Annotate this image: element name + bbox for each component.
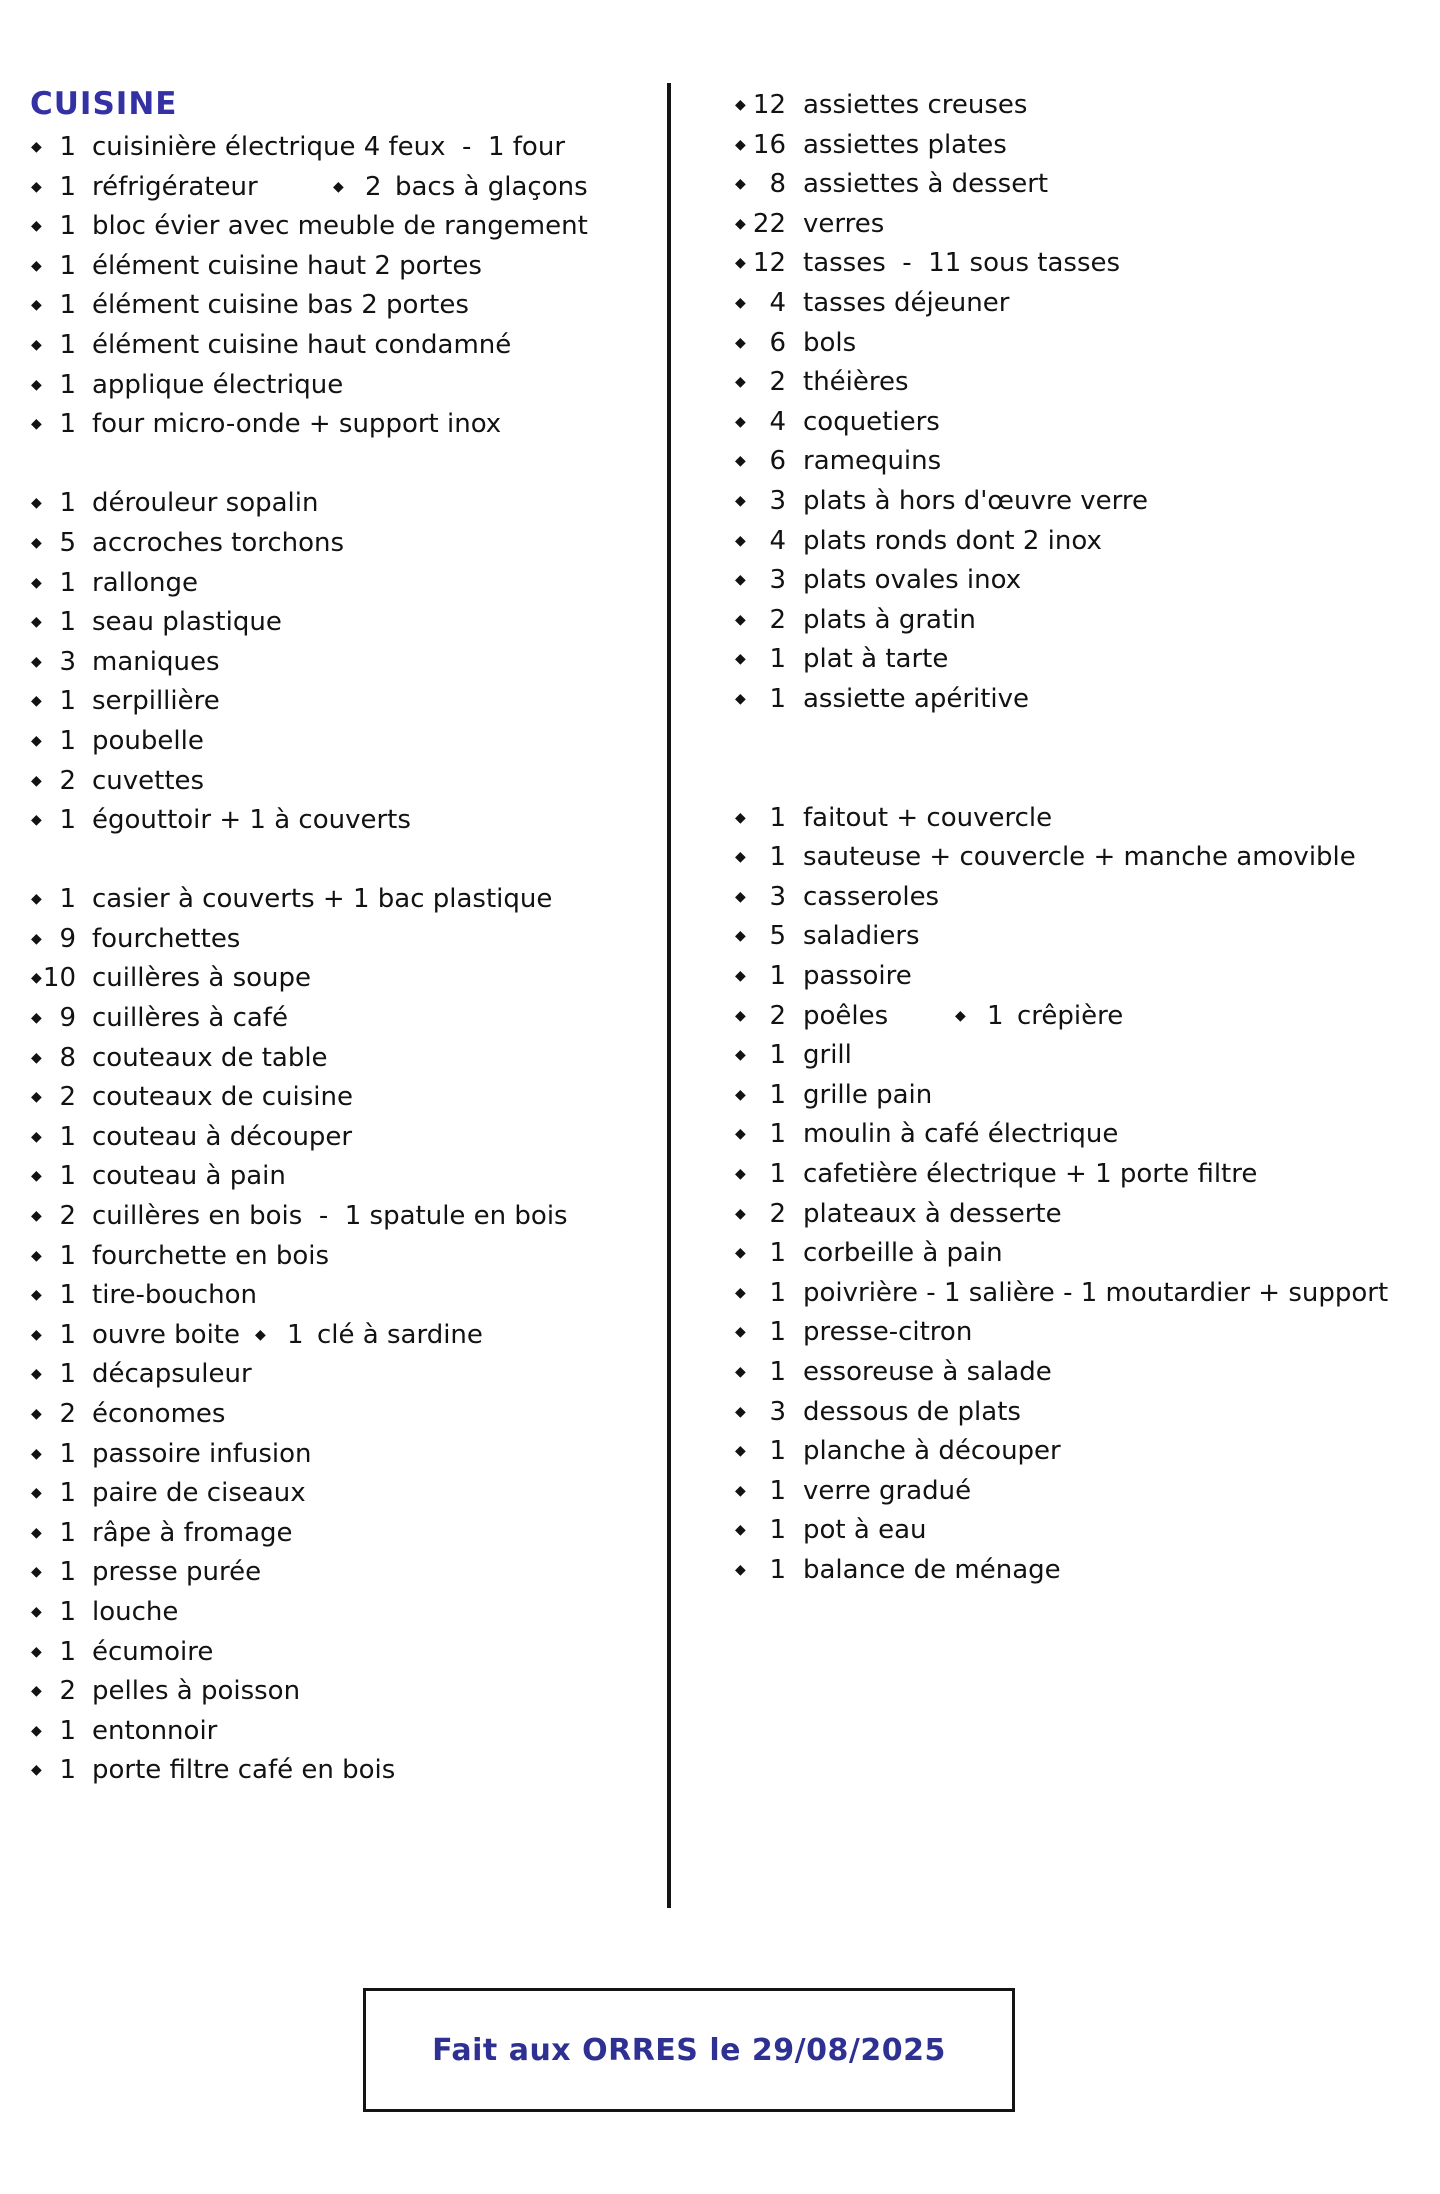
- item-label: cuisinière électrique 4 feux - 1 four: [92, 132, 566, 162]
- inventory-item: [0, 1751, 1440, 1791]
- diamond-bullet-icon: ◆: [735, 1245, 746, 1262]
- item-label: écumoire: [92, 1636, 214, 1667]
- inventory-item: [0, 838, 1440, 878]
- item-quantity: 5: [769, 921, 786, 952]
- item-quantity: 2: [59, 1676, 76, 1707]
- inventory-item: [0, 1234, 1440, 1274]
- diamond-bullet-icon: ◆: [735, 1364, 746, 1380]
- item-label: couteau à découper: [92, 1121, 353, 1152]
- item-quantity: 1: [769, 1317, 786, 1348]
- item-quantity: 2: [59, 1399, 76, 1429]
- diamond-bullet-icon: ◆: [735, 968, 746, 985]
- diamond-bullet-icon: ◆: [735, 176, 746, 193]
- diamond-bullet-icon: ◆: [31, 1485, 42, 1502]
- item-label: plats ronds dont 2 inox: [803, 525, 1102, 556]
- inventory-item: [0, 324, 1440, 364]
- item-label: crêpière: [1017, 1000, 1124, 1031]
- inventory-item: [0, 640, 1440, 680]
- item-label: couteaux de cuisine: [92, 1082, 353, 1113]
- inventory-item: [0, 1432, 1440, 1472]
- inventory-item: [0, 561, 1440, 601]
- item-quantity: 1: [769, 842, 786, 873]
- diamond-bullet-icon: ◆: [31, 732, 42, 749]
- item-label: ouvre boite: [92, 1319, 240, 1350]
- item-quantity: 1: [59, 211, 76, 242]
- inventory-item: [0, 363, 1440, 403]
- item-label: presse-citron: [803, 1317, 973, 1348]
- item-quantity: 1: [59, 1438, 76, 1469]
- item-label: bols: [803, 327, 857, 358]
- diamond-bullet-icon: ◆: [31, 257, 42, 274]
- diamond-bullet-icon: ◆: [31, 218, 42, 235]
- diamond-bullet-icon: ◆: [735, 809, 746, 826]
- item-label: accroches torchons: [92, 527, 345, 558]
- item-label: ramequins: [803, 446, 942, 477]
- diamond-bullet-icon: ◆: [31, 1010, 42, 1027]
- item-quantity: 2: [365, 171, 382, 202]
- item-quantity: 1: [59, 1636, 76, 1667]
- item-label: pelles à poisson: [92, 1676, 301, 1707]
- diamond-bullet-icon: ◆: [735, 888, 746, 905]
- diamond-bullet-icon: ◆: [735, 690, 746, 707]
- diamond-bullet-icon: ◆: [31, 495, 42, 512]
- inventory-item: [0, 1593, 1440, 1633]
- block-gap: [0, 759, 1440, 799]
- diamond-bullet-icon: ◆: [31, 1762, 42, 1779]
- item-quantity: 1: [769, 1277, 786, 1308]
- item-quantity: 12: [752, 90, 786, 120]
- item-label: tasses déjeuner: [803, 287, 1010, 318]
- item-label: plats ovales inox: [803, 565, 1022, 596]
- item-quantity: 1: [59, 329, 76, 360]
- diamond-bullet-icon: ◆: [31, 1643, 42, 1660]
- item-quantity: 1: [59, 1755, 76, 1786]
- diamond-bullet-icon: ◆: [31, 139, 42, 155]
- item-label: assiette apéritive: [803, 683, 1030, 714]
- item-label: louche: [92, 1596, 179, 1627]
- item-label: presse purée: [92, 1557, 262, 1588]
- item-label: râpe à fromage: [92, 1517, 293, 1548]
- item-quantity: 1: [59, 132, 76, 162]
- inventory-item: [0, 284, 1440, 324]
- item-quantity: 2: [59, 765, 76, 796]
- item-label: dérouleur sopalin: [92, 488, 319, 519]
- item-quantity: 1: [769, 1436, 786, 1467]
- item-label: tasses - 11 sous tasses: [803, 248, 1121, 279]
- diamond-bullet-icon: ◆: [735, 651, 746, 668]
- item-quantity: 9: [59, 1003, 76, 1034]
- inventory-item: [0, 1313, 1440, 1353]
- item-label: applique électrique: [92, 369, 344, 400]
- item-label: porte filtre café en bois: [92, 1755, 396, 1786]
- item-quantity: 2: [769, 1000, 786, 1031]
- item-label: décapsuleur: [92, 1359, 252, 1390]
- inventory-item: [0, 1472, 1440, 1512]
- item-quantity: 3: [769, 485, 786, 516]
- diamond-bullet-icon: ◆: [735, 1047, 746, 1064]
- diamond-bullet-icon: ◆: [955, 1007, 966, 1024]
- diamond-bullet-icon: ◆: [31, 1683, 42, 1700]
- item-label: sauteuse + couvercle + manche amovible: [803, 842, 1356, 873]
- item-label: économes: [92, 1399, 226, 1429]
- diamond-bullet-icon: ◆: [31, 653, 42, 670]
- diamond-bullet-icon: ◆: [31, 772, 42, 789]
- inventory-item: [0, 1115, 1440, 1155]
- item-quantity: 1: [59, 1359, 76, 1390]
- inventory-item: [0, 878, 1440, 918]
- item-label: poivrière - 1 salière - 1 moutardier + support: [803, 1277, 1389, 1308]
- item-label: coquetiers: [803, 406, 940, 437]
- inventory-item: [0, 917, 1440, 957]
- diamond-bullet-icon: ◆: [31, 1445, 42, 1462]
- diamond-bullet-icon: ◆: [735, 1166, 746, 1183]
- item-quantity: 12: [752, 248, 786, 279]
- item-label: saladiers: [803, 921, 920, 952]
- date-box: [363, 1988, 1015, 2112]
- item-label: théières: [803, 367, 909, 398]
- item-quantity: 4: [769, 406, 786, 437]
- diamond-bullet-icon: ◆: [735, 1086, 746, 1103]
- item-quantity: 1: [59, 1557, 76, 1588]
- item-quantity: 2: [769, 604, 786, 635]
- inventory-item: [0, 244, 1440, 284]
- item-label: paire de ciseaux: [92, 1478, 306, 1509]
- diamond-bullet-icon: ◆: [31, 574, 42, 591]
- diamond-bullet-icon: ◆: [31, 1366, 42, 1383]
- diamond-bullet-icon: ◆: [31, 1564, 42, 1581]
- item-quantity: 1: [769, 1238, 786, 1269]
- diamond-bullet-icon: ◆: [735, 453, 746, 470]
- item-label: assiettes plates: [803, 129, 1007, 160]
- item-quantity: 1: [769, 1554, 786, 1585]
- item-quantity: 1: [59, 1596, 76, 1627]
- diamond-bullet-icon: ◆: [735, 255, 746, 272]
- item-label: fourchettes: [92, 923, 241, 954]
- item-quantity: 16: [752, 129, 786, 160]
- item-quantity: 1: [59, 1715, 76, 1746]
- inventory-item: [0, 1076, 1440, 1116]
- diamond-bullet-icon: ◆: [31, 1326, 42, 1343]
- item-quantity: 9: [59, 923, 76, 954]
- diamond-bullet-icon: ◆: [31, 416, 42, 433]
- inventory-item: [0, 442, 1440, 482]
- item-quantity: 22: [752, 208, 786, 239]
- item-label: maniques: [92, 646, 220, 677]
- diamond-bullet-icon: ◆: [31, 1524, 42, 1541]
- item-label: balance de ménage: [803, 1554, 1061, 1585]
- section-title: CUISINE: [30, 86, 178, 122]
- item-label: entonnoir: [92, 1715, 218, 1746]
- item-quantity: 1: [59, 1161, 76, 1192]
- inventory-item: [0, 997, 1440, 1037]
- item-quantity: 1: [59, 1121, 76, 1152]
- item-quantity: 1: [769, 683, 786, 714]
- diamond-bullet-icon: ◆: [735, 1561, 746, 1578]
- diamond-bullet-icon: ◆: [31, 891, 42, 908]
- diamond-bullet-icon: ◆: [735, 136, 746, 153]
- diamond-bullet-icon: ◆: [735, 611, 746, 628]
- inventory-item: [0, 1511, 1440, 1551]
- item-label: essoreuse à salade: [803, 1357, 1052, 1387]
- item-quantity: 2: [59, 1201, 76, 1232]
- item-label: poêles: [803, 1000, 889, 1031]
- item-quantity: 1: [769, 1079, 786, 1110]
- diamond-bullet-icon: ◆: [735, 928, 746, 945]
- date-text: Fait aux ORRES le 29/08/2025: [432, 2032, 946, 2068]
- item-label: faitout + couvercle: [803, 802, 1053, 833]
- item-label: cafetière électrique + 1 porte filtre: [803, 1159, 1258, 1190]
- diamond-bullet-icon: ◆: [31, 693, 42, 710]
- item-quantity: 1: [59, 725, 76, 756]
- diamond-bullet-icon: ◆: [735, 1443, 746, 1460]
- diamond-bullet-icon: ◆: [735, 1482, 746, 1499]
- item-quantity: 8: [59, 1042, 76, 1073]
- inventory-item: [0, 1551, 1440, 1591]
- item-quantity: 2: [769, 1198, 786, 1229]
- diamond-bullet-icon: ◆: [31, 1287, 42, 1304]
- item-label: casier à couverts + 1 bac plastique: [92, 884, 553, 915]
- diamond-bullet-icon: ◆: [255, 1326, 266, 1343]
- diamond-bullet-icon: ◆: [735, 374, 746, 391]
- diamond-bullet-icon: ◆: [31, 297, 42, 314]
- diamond-bullet-icon: ◆: [735, 294, 746, 311]
- diamond-bullet-icon: ◆: [735, 1403, 746, 1420]
- item-quantity: 5: [59, 527, 76, 558]
- item-label: assiettes creuses: [803, 90, 1028, 120]
- diamond-bullet-icon: ◆: [735, 1205, 746, 1222]
- item-quantity: 3: [769, 881, 786, 912]
- item-quantity: 1: [769, 1515, 786, 1546]
- diamond-bullet-icon: ◆: [333, 178, 344, 195]
- diamond-bullet-icon: ◆: [31, 1603, 42, 1620]
- diamond-bullet-icon: ◆: [31, 812, 42, 829]
- item-quantity: 1: [59, 805, 76, 836]
- item-quantity: 4: [769, 525, 786, 556]
- inventory-item: [0, 1633, 1440, 1673]
- item-quantity: 1: [769, 961, 786, 992]
- item-quantity: 1: [59, 884, 76, 915]
- item-label: cuillères à soupe: [92, 963, 311, 994]
- item-quantity: 6: [769, 327, 786, 358]
- diamond-bullet-icon: ◆: [31, 1168, 42, 1185]
- item-label: cuillères en bois - 1 spatule en bois: [92, 1201, 568, 1232]
- item-quantity: 1: [769, 1119, 786, 1150]
- item-label: couteaux de table: [92, 1042, 328, 1073]
- item-quantity: 1: [59, 488, 76, 519]
- item-label: rallonge: [92, 567, 198, 598]
- item-quantity: 1: [59, 409, 76, 440]
- item-label: grill: [803, 1040, 852, 1071]
- item-quantity: 8: [769, 169, 786, 200]
- item-quantity: 1: [769, 1159, 786, 1190]
- item-label: bacs à glaçons: [395, 171, 588, 202]
- item-quantity: 1: [769, 1475, 786, 1506]
- item-quantity: 1: [769, 1040, 786, 1071]
- item-quantity: 1: [59, 686, 76, 717]
- inventory-item: [0, 680, 1440, 720]
- diamond-bullet-icon: ◆: [735, 532, 746, 549]
- item-quantity: 2: [59, 1082, 76, 1113]
- diamond-bullet-icon: ◆: [735, 334, 746, 351]
- item-quantity: 1: [769, 1357, 786, 1387]
- diamond-bullet-icon: ◆: [31, 376, 42, 393]
- diamond-bullet-icon: ◆: [31, 614, 42, 631]
- diamond-bullet-icon: ◆: [31, 1722, 42, 1739]
- inventory-item: [0, 126, 1440, 166]
- item-label: cuillères à café: [92, 1003, 288, 1034]
- item-label: élément cuisine bas 2 portes: [92, 290, 469, 321]
- item-label: élément cuisine haut condamné: [92, 329, 512, 360]
- item-label: égouttoir + 1 à couverts: [92, 805, 411, 836]
- diamond-bullet-icon: ◆: [735, 1284, 746, 1301]
- item-quantity: 3: [59, 646, 76, 677]
- diamond-bullet-icon: ◆: [31, 1247, 42, 1264]
- item-label: assiettes à dessert: [803, 169, 1049, 200]
- item-label: fourchette en bois: [92, 1240, 329, 1271]
- item-label: réfrigérateur: [92, 171, 258, 202]
- item-label: poubelle: [92, 725, 204, 756]
- inventory-item: [0, 522, 1440, 562]
- diamond-bullet-icon: ◆: [735, 1126, 746, 1143]
- item-label: verre gradué: [803, 1475, 972, 1506]
- block-gap: [0, 720, 1440, 760]
- item-quantity: 4: [769, 287, 786, 318]
- item-label: verres: [803, 208, 885, 239]
- diamond-bullet-icon: ◆: [31, 1406, 42, 1422]
- item-label: four micro-onde + support inox: [92, 409, 502, 440]
- diamond-bullet-icon: ◆: [735, 215, 746, 232]
- diamond-bullet-icon: ◆: [735, 1324, 746, 1341]
- item-label: clé à sardine: [317, 1319, 483, 1350]
- item-quantity: 10: [42, 963, 76, 994]
- inventory-item: [0, 957, 1440, 997]
- inventory-item: [0, 1155, 1440, 1195]
- item-quantity: 1: [59, 607, 76, 638]
- diamond-bullet-icon: ◆: [735, 1007, 746, 1024]
- diamond-bullet-icon: ◆: [31, 336, 42, 353]
- diamond-bullet-icon: ◆: [31, 1208, 42, 1225]
- item-label: cuvettes: [92, 765, 205, 796]
- diamond-bullet-icon: ◆: [31, 970, 42, 987]
- item-label: plats à hors d'œuvre verre: [803, 485, 1148, 516]
- diamond-bullet-icon: ◆: [735, 1522, 746, 1539]
- item-label: passoire: [803, 961, 912, 992]
- diamond-bullet-icon: ◆: [735, 492, 746, 509]
- inventory-item: [0, 86, 1440, 126]
- item-label: élément cuisine haut 2 portes: [92, 250, 482, 281]
- item-quantity: 1: [769, 644, 786, 675]
- diamond-bullet-icon: ◆: [31, 930, 42, 947]
- item-quantity: 1: [59, 290, 76, 321]
- item-label: plat à tarte: [803, 644, 949, 675]
- item-quantity: 1: [59, 1517, 76, 1548]
- inventory-item: [0, 165, 1440, 205]
- inventory-item: [0, 601, 1440, 641]
- item-label: dessous de plats: [803, 1396, 1021, 1427]
- diamond-bullet-icon: ◆: [31, 1089, 42, 1106]
- diamond-bullet-icon: ◆: [735, 849, 746, 866]
- item-label: pot à eau: [803, 1515, 927, 1546]
- diamond-bullet-icon: ◆: [31, 534, 42, 551]
- item-quantity: 1: [59, 171, 76, 202]
- diamond-bullet-icon: ◆: [735, 572, 746, 589]
- inventory-item: [0, 1393, 1440, 1433]
- diamond-bullet-icon: ◆: [31, 1049, 42, 1066]
- inventory-item: [0, 1672, 1440, 1712]
- item-label: serpillière: [92, 686, 220, 717]
- inventory-column-right: [0, 86, 1440, 1591]
- diamond-bullet-icon: ◆: [31, 178, 42, 195]
- item-label: plateaux à desserte: [803, 1198, 1062, 1229]
- item-label: plats à gratin: [803, 604, 976, 635]
- item-label: moulin à café électrique: [803, 1119, 1119, 1150]
- diamond-bullet-icon: ◆: [31, 1128, 42, 1145]
- item-quantity: 1: [59, 1280, 76, 1311]
- item-quantity: 1: [59, 567, 76, 598]
- item-label: grille pain: [803, 1079, 933, 1110]
- item-quantity: 1: [59, 1240, 76, 1271]
- diamond-bullet-icon: ◆: [735, 413, 746, 430]
- item-quantity: 1: [59, 250, 76, 281]
- item-quantity: 6: [769, 446, 786, 477]
- item-quantity: 1: [59, 1319, 76, 1350]
- inventory-item: [0, 1195, 1440, 1235]
- item-label: planche à découper: [803, 1436, 1061, 1467]
- inventory-item: [0, 205, 1440, 245]
- item-quantity: 3: [769, 565, 786, 596]
- item-quantity: 1: [987, 1000, 1004, 1031]
- item-label: tire-bouchon: [92, 1280, 257, 1311]
- inventory-item: [0, 799, 1440, 839]
- item-quantity: 3: [769, 1396, 786, 1427]
- diamond-bullet-icon: ◆: [735, 97, 746, 113]
- inventory-item: [0, 403, 1440, 443]
- inventory-item: [0, 1712, 1440, 1752]
- item-quantity: 1: [59, 1478, 76, 1509]
- item-label: corbeille à pain: [803, 1238, 1003, 1269]
- item-label: passoire infusion: [92, 1438, 312, 1469]
- inventory-item: [0, 1274, 1440, 1314]
- item-quantity: 1: [59, 369, 76, 400]
- inventory-item: [0, 482, 1440, 522]
- item-label: couteau à pain: [92, 1161, 286, 1192]
- inventory-item: [0, 1036, 1440, 1076]
- item-label: casseroles: [803, 881, 940, 912]
- item-label: seau plastique: [92, 607, 282, 638]
- item-quantity: 1: [769, 802, 786, 833]
- item-quantity: 1: [287, 1319, 304, 1350]
- inventory-item: [0, 1353, 1440, 1393]
- item-label: bloc évier avec meuble de rangement: [92, 211, 588, 242]
- item-quantity: 2: [769, 367, 786, 398]
